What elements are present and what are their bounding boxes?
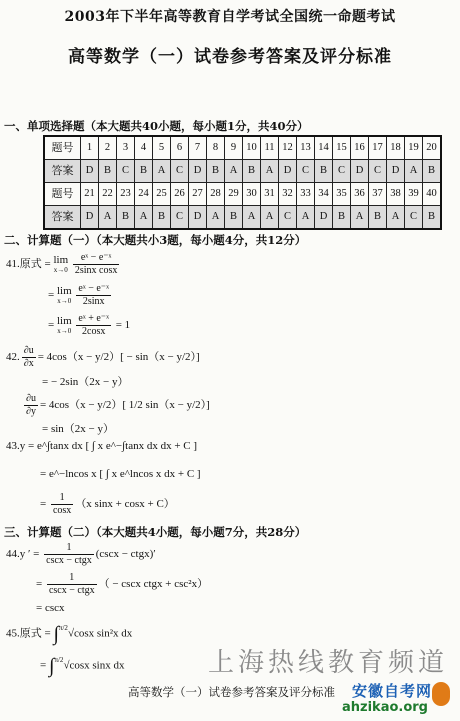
q41-line2: = lim x→0 $\frac{\text{eˣ − e⁻ˣ}}{2\sin x}$ xyxy=(48,283,109,307)
question-number-cell: 15 xyxy=(333,136,351,160)
q43-number: 43. xyxy=(6,440,20,452)
q41-l1-num: eˣ − e⁻ˣ xyxy=(73,252,120,265)
answer-cell: C xyxy=(117,160,135,183)
question-number-cell: 2 xyxy=(99,136,117,160)
q45-line2: = ∫$^{\pi/2}$√cosx sinx dx xyxy=(40,655,125,677)
q42-number: 42. xyxy=(6,351,20,364)
question-number-cell: 39 xyxy=(405,183,423,206)
answer-cell: B xyxy=(207,160,225,183)
question-number-cell: 14 xyxy=(315,136,333,160)
answer-cell: A xyxy=(243,206,261,230)
table-row xyxy=(44,136,441,160)
answer-cell: A xyxy=(261,160,279,183)
question-number-cell: 6 xyxy=(171,136,189,160)
question-number-cell: 5 xyxy=(153,136,171,160)
q45-l1: √cosx sin²x dx xyxy=(67,627,133,640)
question-number-cell: 7 xyxy=(189,136,207,160)
answer-cell: A xyxy=(153,160,171,183)
answer-cell: B xyxy=(99,160,117,183)
row-label: 题号 xyxy=(44,183,81,206)
logo-url: ahzikao.org xyxy=(342,700,428,715)
limit-symbol: lim x→0 xyxy=(53,253,69,274)
answer-cell: A xyxy=(99,206,117,230)
question-number-cell: 18 xyxy=(387,136,405,160)
answer-cell: C xyxy=(279,206,297,230)
q44-l1: (cscx − ctgx)′ xyxy=(95,548,156,561)
q41-l3-num: eˣ + e⁻ˣ xyxy=(78,313,109,324)
answer-cell: A xyxy=(261,206,279,230)
q43-line1 xyxy=(6,440,197,452)
question-number-cell: 28 xyxy=(207,183,225,206)
question-number-cell: 37 xyxy=(369,183,387,206)
question-number-cell: 1 xyxy=(81,136,99,160)
question-number-cell: 24 xyxy=(135,183,153,206)
question-number-cell: 30 xyxy=(243,183,261,206)
q42-a2: = − 2sin（2x − y） xyxy=(42,376,129,388)
row-label: 答案 xyxy=(44,160,81,183)
answer-cell: D xyxy=(351,160,369,183)
section-2-title: 二、计算题（一）（本大题共小3题，每小题4分，共12分） xyxy=(4,233,307,247)
answer-cell: B xyxy=(315,160,333,183)
answer-cell: B xyxy=(135,160,153,183)
question-number-cell: 29 xyxy=(225,183,243,206)
table-row xyxy=(44,183,441,206)
answer-cell: C xyxy=(405,206,423,230)
question-number-cell: 12 xyxy=(279,136,297,160)
answer-cell: C xyxy=(369,160,387,183)
question-number-cell: 35 xyxy=(333,183,351,206)
q44-line2: = $\frac{1}{\text{cscx − ctgx}}$ （ − cscx ctgx + csc²x） xyxy=(36,572,209,596)
answer-cell: B xyxy=(423,206,442,230)
section-3-title: 三、计算题（二）（本大题共4小题，每小题7分，共28分） xyxy=(4,525,307,539)
question-number-cell: 13 xyxy=(297,136,315,160)
q41-l1-den: 2sinx cosx xyxy=(74,265,118,276)
answer-cell: D xyxy=(279,160,297,183)
answer-cell: D xyxy=(189,206,207,230)
logo-text: 安徽自考网 xyxy=(351,682,432,700)
answer-cell: A xyxy=(135,206,153,230)
answer-key-title: 高等数学（一）试卷参考答案及评分标准 xyxy=(68,47,392,67)
q42-line3: $\frac{\partial u}{\partial y}$ = 4cos（x − y/2）[ 1/2 sin（x − y/2）] xyxy=(26,393,210,417)
answer-cell: B xyxy=(333,206,351,230)
table-row xyxy=(44,206,441,230)
question-number-cell: 17 xyxy=(369,136,387,160)
q42-b2: = sin（2x − y） xyxy=(42,423,114,435)
question-number-cell: 4 xyxy=(135,136,153,160)
q41-l2-den: 2sinx xyxy=(82,296,105,307)
answer-cell: D xyxy=(81,160,99,183)
q41-number: 41. xyxy=(6,258,20,271)
q41-line1: 41.原式 = lim x→0 $\frac{\text{eˣ − e⁻ˣ}}{\text{2sinx cosx}}$ xyxy=(6,252,118,276)
question-number-cell: 19 xyxy=(405,136,423,160)
q41-l3-end: = 1 xyxy=(115,319,131,332)
question-number-cell: 21 xyxy=(81,183,99,206)
answer-cell: A xyxy=(387,206,405,230)
site-logo xyxy=(320,680,450,716)
page-footer: 高等数学（一）试卷参考答案及评分标准 xyxy=(128,685,335,699)
answer-cell: B xyxy=(117,206,135,230)
question-number-cell: 16 xyxy=(351,136,369,160)
answer-cell: C xyxy=(297,160,315,183)
question-number-cell: 33 xyxy=(297,183,315,206)
answer-cell: C xyxy=(333,160,351,183)
question-number-cell: 31 xyxy=(261,183,279,206)
answer-cell: A xyxy=(297,206,315,230)
q44-l3: = cscx xyxy=(36,602,65,614)
q43-line3: = $\frac{1}{\cos x}$ （x sinx + cosx + C） xyxy=(40,492,175,516)
question-number-cell: 38 xyxy=(387,183,405,206)
section-1-title: 一、单项选择题（本大题共40小题，每小题1分，共40分） xyxy=(4,119,309,133)
answer-cell: A xyxy=(207,206,225,230)
table-row xyxy=(44,160,441,183)
answer-cell: D xyxy=(315,206,333,230)
question-number-cell: 3 xyxy=(117,136,135,160)
q44-l2: （ − cscx ctgx + csc²x） xyxy=(98,578,209,591)
answer-cell: A xyxy=(405,160,423,183)
answer-cell: D xyxy=(81,206,99,230)
q44-line1: 44.y ′ = $\frac{1}{\text{cscx − ctgx}}$ (cscx − ctgx)′ xyxy=(6,542,156,566)
exam-title: 2003年下半年高等教育自学考试全国统一命题考试 xyxy=(64,9,396,25)
answer-cell: A xyxy=(225,160,243,183)
q42-a1: = 4cos（x − y/2）[ − sin（x − y/2）] xyxy=(37,351,200,364)
q44-number: 44. xyxy=(6,548,20,561)
q45-number: 45. xyxy=(6,627,20,640)
q45-orig: 原式 xyxy=(19,627,42,640)
question-number-cell: 22 xyxy=(99,183,117,206)
question-number-cell: 34 xyxy=(315,183,333,206)
q42-line1: 42. $\frac{\partial u}{\partial x}$ = 4cos（x − y/2）[ − sin（x − y/2）] xyxy=(6,345,200,369)
watermark-text: 上海热线教育频道 xyxy=(208,648,449,678)
row-label: 答案 xyxy=(44,206,81,230)
question-number-cell: 20 xyxy=(423,136,442,160)
question-number-cell: 10 xyxy=(243,136,261,160)
q41-line3: = lim x→0 $\frac{\text{eˣ + e⁻ˣ}}{2\cos x}$ = 1 xyxy=(48,313,131,337)
answer-cell: B xyxy=(423,160,442,183)
question-number-cell: 32 xyxy=(279,183,297,206)
question-number-cell: 27 xyxy=(189,183,207,206)
q43-l3: （x sinx + cosx + C） xyxy=(75,498,175,511)
answer-cell: A xyxy=(351,206,369,230)
answer-cell: D xyxy=(189,160,207,183)
row-label: 题号 xyxy=(44,136,81,160)
question-number-cell: 8 xyxy=(207,136,225,160)
q41-l3-den: 2cosx xyxy=(82,326,106,337)
answer-cell: B xyxy=(369,206,387,230)
q41-orig: 原式 xyxy=(19,258,42,271)
answer-cell: B xyxy=(153,206,171,230)
q41-l2-num: eˣ − e⁻ˣ xyxy=(78,283,109,294)
answer-cell: B xyxy=(225,206,243,230)
answer-cell: B xyxy=(243,160,261,183)
question-number-cell: 26 xyxy=(171,183,189,206)
question-number-cell: 25 xyxy=(153,183,171,206)
q42-b1: = 4cos（x − y/2）[ 1/2 sin（x − y/2）] xyxy=(39,399,210,412)
q43-l2: = e^−lncos x [ ∫ x e^lncos x dx + C ] xyxy=(40,468,201,480)
q45-line1: 45.原式 = ∫$^{\pi/2}$√cosx sin²x dx xyxy=(6,623,133,645)
question-number-cell: 9 xyxy=(225,136,243,160)
answer-cell: C xyxy=(171,160,189,183)
answer-cell: D xyxy=(387,160,405,183)
question-number-cell: 40 xyxy=(423,183,442,206)
question-number-cell: 23 xyxy=(117,183,135,206)
answer-cell: C xyxy=(171,206,189,230)
logo-mark-icon xyxy=(432,682,450,706)
answer-table xyxy=(43,135,442,230)
q45-l2: √cosx sinx dx xyxy=(63,659,125,672)
question-number-cell: 36 xyxy=(351,183,369,206)
q43-l1: y = e^∫tanx dx [ ∫ x e^−∫tanx dx dx + C ] xyxy=(19,440,198,452)
question-number-cell: 11 xyxy=(261,136,279,160)
